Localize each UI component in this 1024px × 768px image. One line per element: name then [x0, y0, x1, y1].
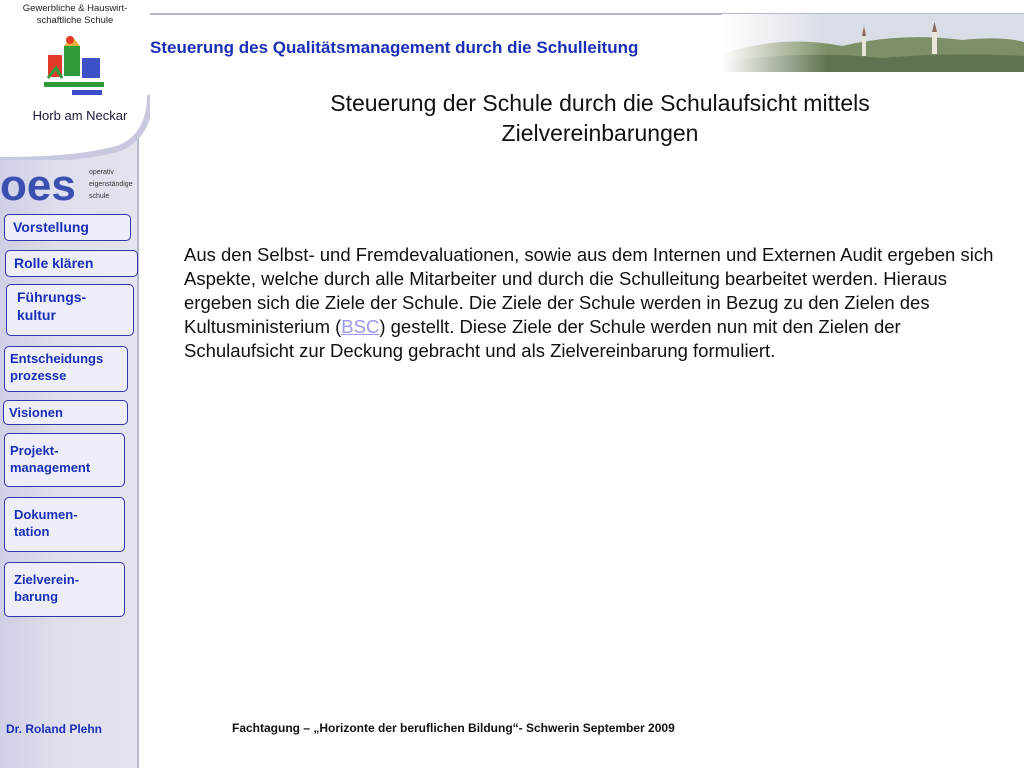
nav-rolle-klaeren-button[interactable]	[5, 250, 138, 277]
nav-label-line2: prozesse	[10, 368, 67, 383]
nav-label-line1: Projekt-	[10, 443, 59, 458]
page-title: Steuerung des Qualitätsmanagement durch die Schulleitung	[150, 38, 639, 57]
slide-title-line1: Steuerung der Schule durch die Schulaufsicht mittels	[330, 90, 870, 116]
footer-author: Dr. Roland Plehn	[6, 722, 103, 736]
nav-label-line1: Führungs-	[17, 289, 87, 305]
nav-label-line1: Entscheidungs	[10, 351, 104, 366]
oes-line1: operativ	[89, 169, 114, 176]
slide-title	[200, 88, 1000, 148]
school-name	[20, 3, 130, 27]
school-name-line2: schaftliche Schule	[36, 15, 114, 26]
nav-zielvereinbarung-button[interactable]	[4, 562, 125, 617]
nav-entscheidungsprozesse-button[interactable]	[4, 346, 128, 392]
nav-projektmanagement-button[interactable]	[4, 433, 125, 487]
nav-label: Vorstellung	[13, 219, 89, 235]
nav-label-line1: Dokumen-	[14, 507, 78, 522]
nav-label-line2: barung	[14, 589, 59, 604]
nav-label-line2: management	[10, 460, 91, 475]
bsc-link[interactable]: BSC	[341, 316, 380, 337]
nav-label-line2: kultur	[17, 307, 56, 323]
slide-title-line2: Zielvereinbarungen	[501, 120, 699, 146]
town-name: Horb am Neckar	[32, 108, 128, 123]
nav-label: Rolle klären	[14, 255, 94, 271]
slide-body-text	[184, 243, 994, 363]
nav-vorstellung-button[interactable]	[4, 214, 131, 241]
oes-logo	[0, 160, 137, 208]
footer-event: Fachtagung – „Horizonte der beruflichen Bildung“- Schwerin September 2009	[232, 721, 675, 735]
oes-line3: schule	[89, 193, 110, 200]
nav-fuehrungskultur-button[interactable]	[6, 284, 134, 336]
body-text-part1: Aus den Selbst- und Fremdevaluationen, sowie aus dem Internen und Externen Audit ergeben sich Aspekte, welche durch alle Mitarbeiter und durch die Schulleitung bearbeitet werden. Hieraus ergeben sich die Ziele der Schule. Die Ziele der Schule werden in Bezug zu den Zielen des Kultusministerium (	[184, 244, 994, 337]
nav-label-line1: Zielverein-	[14, 572, 80, 587]
nav-label: Visionen	[9, 405, 63, 420]
nav-label-line2: tation	[14, 524, 50, 539]
town-photo-image	[722, 14, 1024, 72]
oes-logo-text: oes	[0, 161, 76, 208]
oes-line2: eigenständige	[89, 181, 133, 188]
body-text-part2: ) gestellt. Diese Ziele der Schule werden nun mit den Zielen der Schulaufsicht zur Deckung gebracht und als Zielvereinbarung formuliert.	[184, 316, 901, 361]
school-name-line1: Gewerbliche & Hauswirt-	[22, 3, 128, 14]
nav-visionen-button[interactable]	[3, 400, 128, 425]
nav-dokumentation-button[interactable]	[4, 497, 125, 552]
